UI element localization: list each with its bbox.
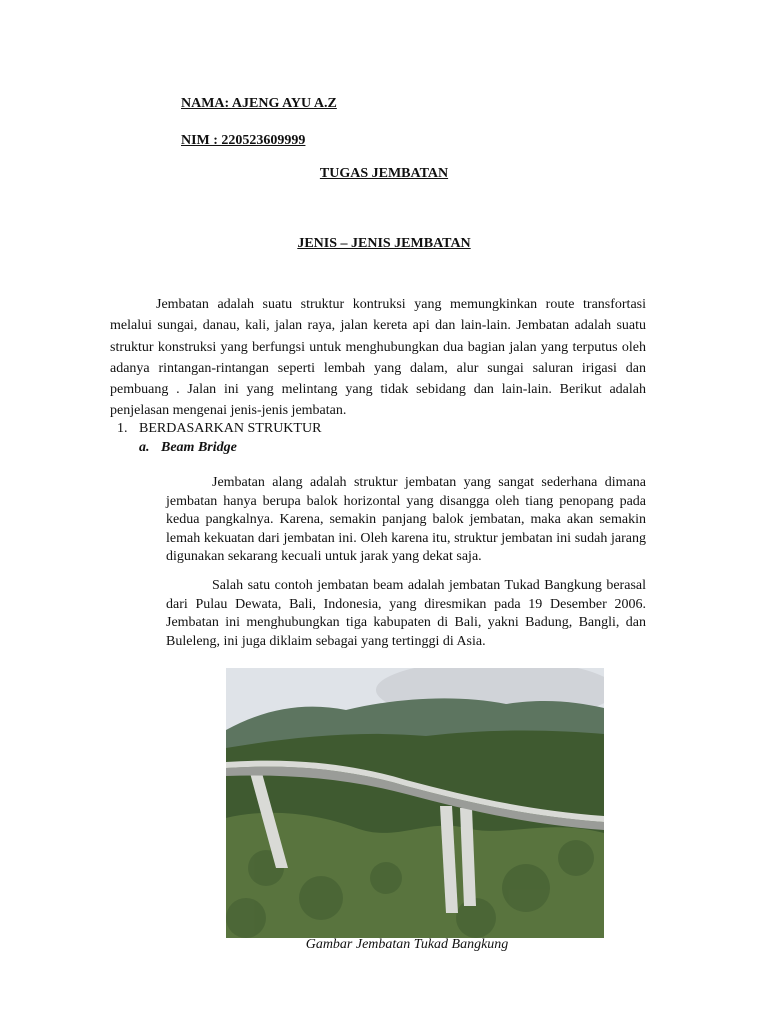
student-name: NAMA: AJENG AYU A.Z <box>181 96 337 111</box>
figure-caption: Gambar Jembatan Tukad Bangkung <box>305 937 509 952</box>
section-title: BERDASARKAN STRUKTUR <box>139 421 322 436</box>
subsection-letter: a. <box>139 440 150 455</box>
section-heading <box>117 421 321 437</box>
example-paragraph <box>166 577 646 651</box>
section-number: 1. <box>117 421 128 436</box>
paragraph-text: Jembatan alang adalah struktur jembatan yang sangat sederhana dimana jembatan hanya berupa balok horizontal yang disangga oleh tiang penopang pada kedua pangkalnya. Karena, semakin panjang balok jembatan, maka akan semakin lemah kekuatan dari jembatan ini. Oleh karena itu, struktur jembatan ini sudah jarang digunakan sekarang kecuali untuk jarak yang dekat saja. <box>166 475 646 565</box>
intro-paragraph <box>110 294 646 422</box>
bridge-photo-illustration <box>226 668 604 938</box>
subsection-title: Beam Bridge <box>161 440 237 455</box>
paragraph-text: Salah satu contoh jembatan beam adalah jembatan Tukad Bangkung berasal dari Pulau Dewata, Bali, Indonesia, yang diresmikan pada 19 Desember 2006. Jembatan ini menghubungkan tiga kabupaten di Bali, yakni Badung, Bangli, dan Buleleng, ini juga diklaim sebagai yang tertinggi di Asia. <box>166 578 646 649</box>
intro-text: Jembatan adalah suatu struktur kontruksi yang memungkinkan route transfortasi melalui sungai, danau, kali, jalan raya, jalan kereta api dan lain-lain. Jembatan adalah suatu struktur konstruksi yang berfungsi untuk menghubungkan dua bagian jalan yang terputus oleh adanya rintangan-rintangan seperti lembah yang dalam, alur sungai saluran irigasi dan pembuang . Jalan ini yang melintang yang tidak sebidang dan lain-lain. Berikut adalah penjelasan mengenai jenis-jenis jembatan. <box>110 297 646 419</box>
assignment-title: TUGAS JEMBATAN <box>319 166 449 181</box>
student-nim: NIM : 220523609999 <box>181 133 306 148</box>
topic-title: JENIS – JENIS JEMBATAN <box>297 236 471 251</box>
beam-bridge-paragraph <box>166 474 646 567</box>
subsection-heading <box>139 440 237 456</box>
bridge-photo <box>226 668 604 938</box>
